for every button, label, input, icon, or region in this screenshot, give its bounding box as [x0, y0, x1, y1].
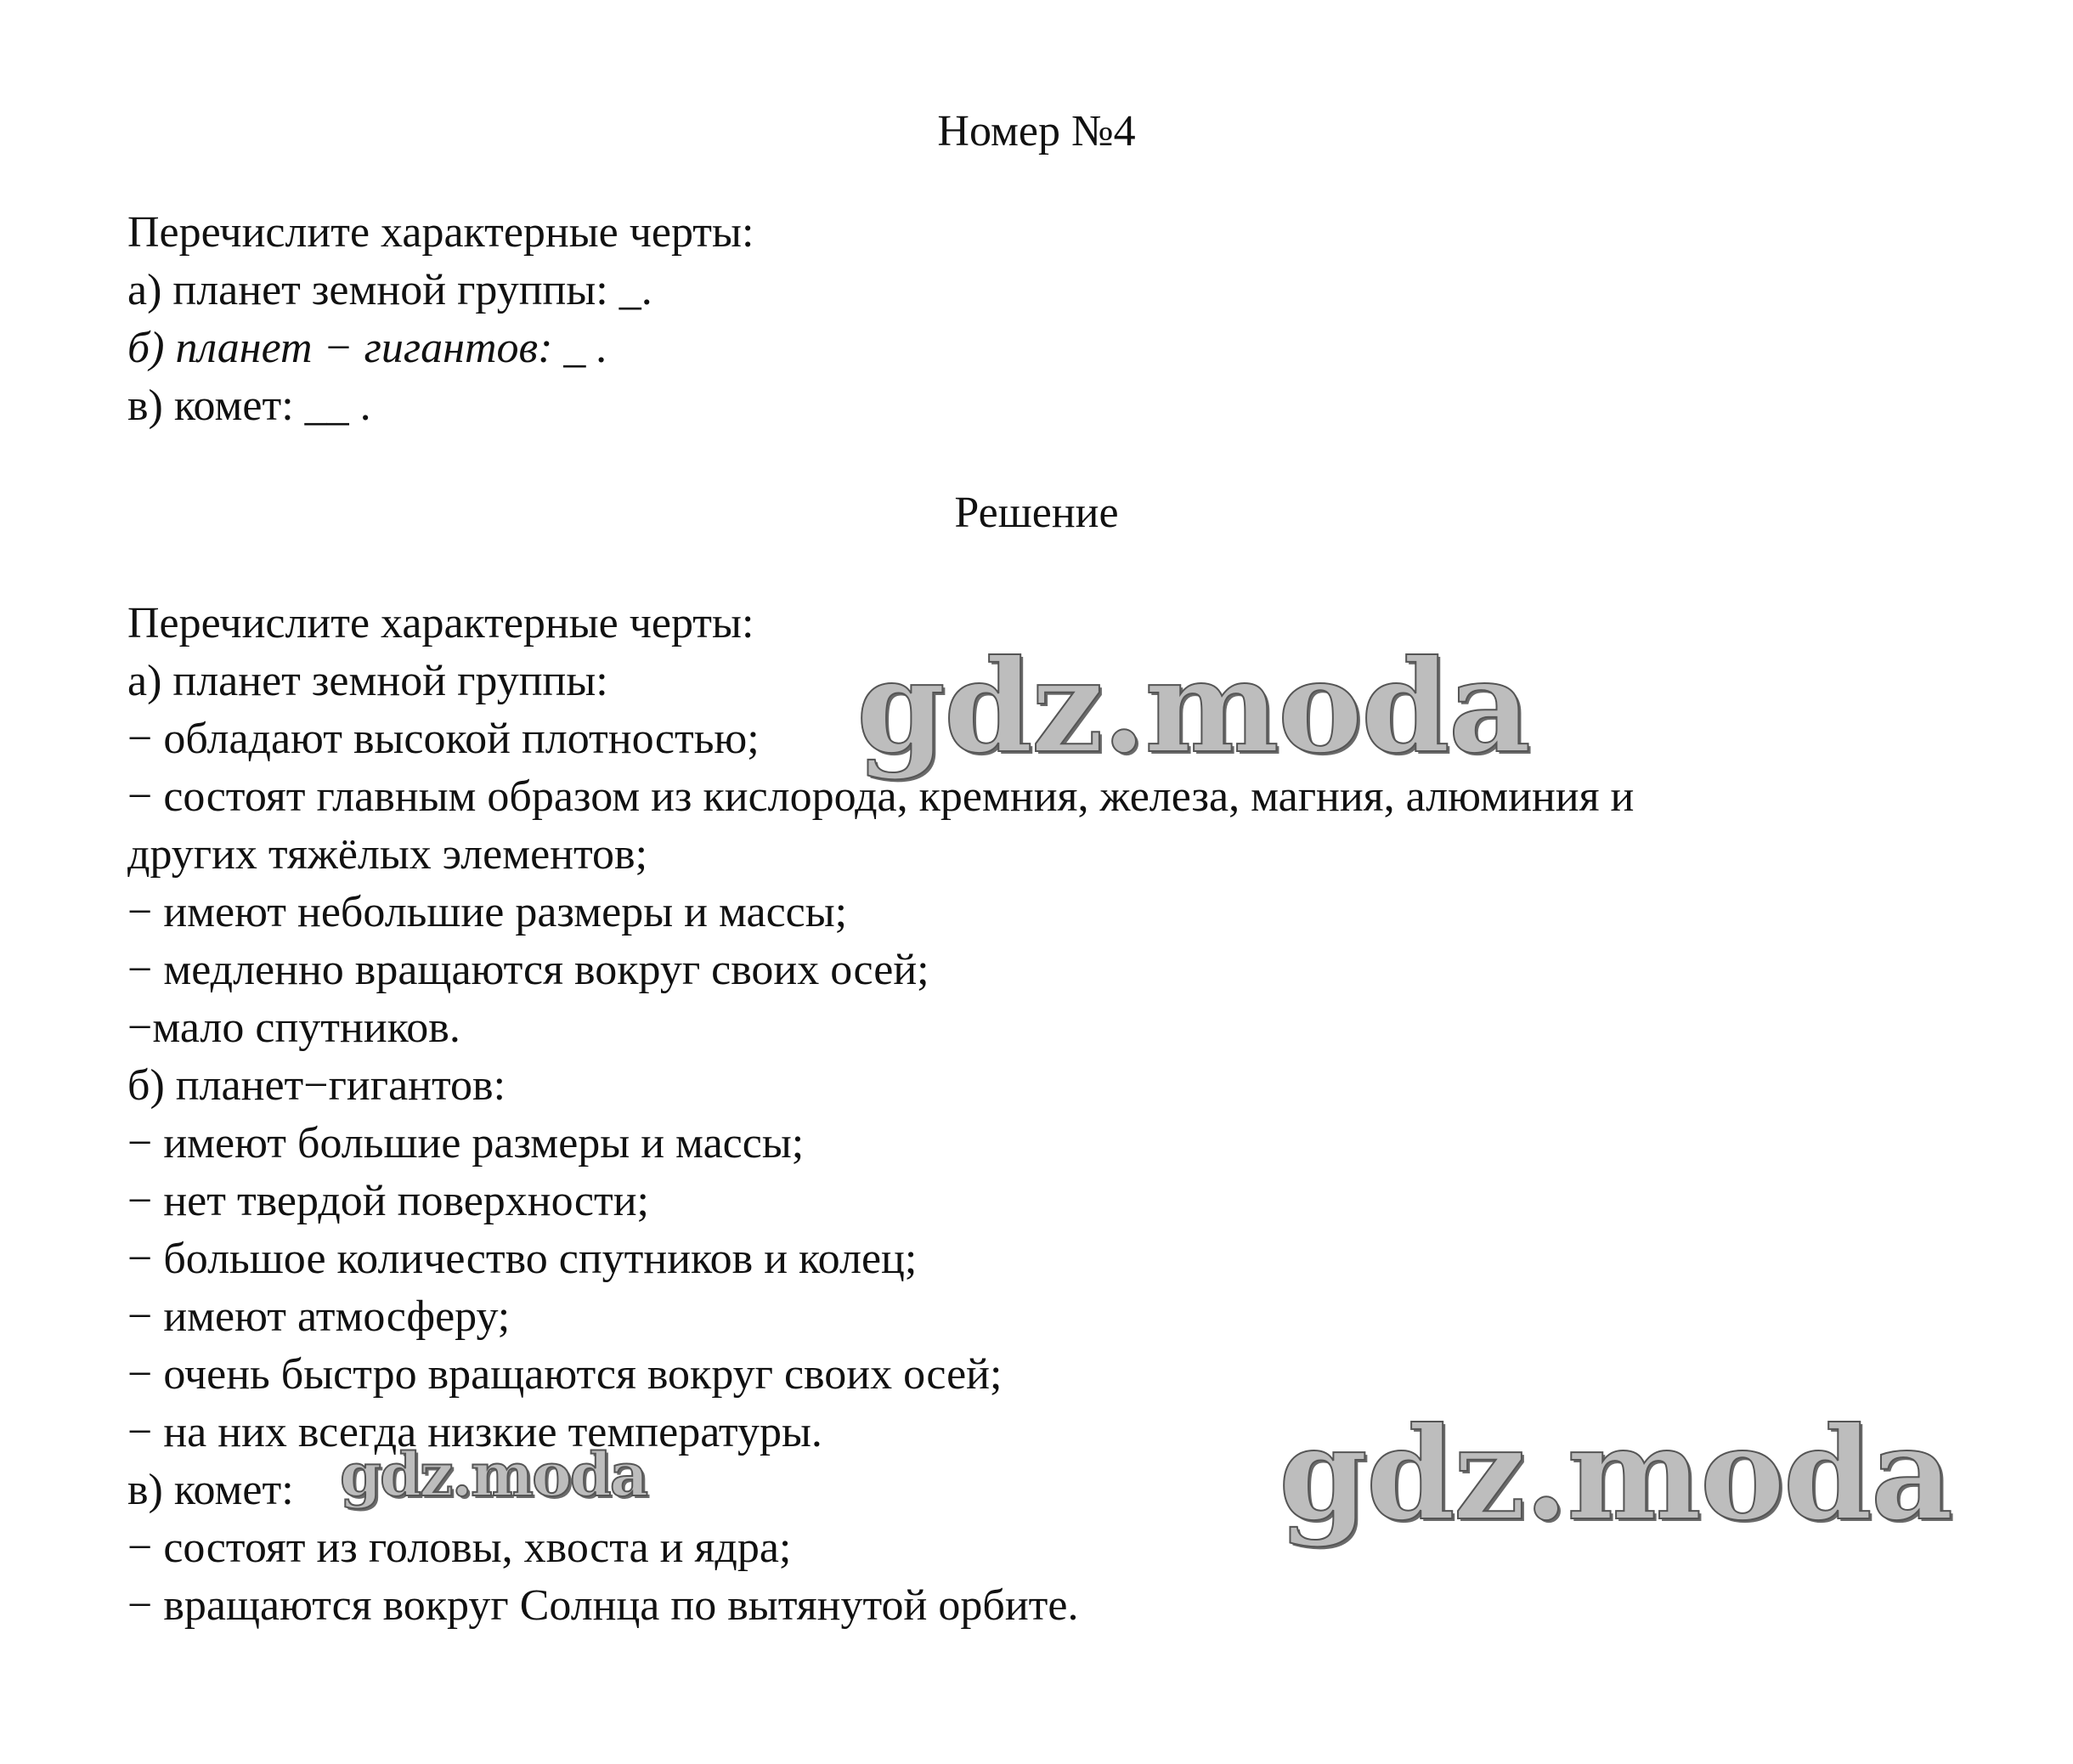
answer-line: − медленно вращаются вокруг своих осей;: [127, 946, 929, 994]
answer-line: − большое количество спутников и колец;: [127, 1235, 918, 1283]
answer-line: − имеют небольшие размеры и массы;: [127, 888, 848, 936]
answer-line: − имеют атмосферу;: [127, 1292, 511, 1341]
task-line: в) комет: __ .: [127, 382, 371, 430]
answer-line: Перечислите характерные черты:: [127, 599, 754, 647]
answer-line: а) планет земной группы:: [127, 657, 608, 705]
answer-line: − имеют большие размеры и массы;: [127, 1119, 805, 1168]
answer-line: − очень быстро вращаются вокруг своих осей;: [127, 1350, 1003, 1399]
answer-line: − состоят главным образом из кислорода, кремния, железа, магния, алюминия и: [127, 772, 1635, 821]
answer-line: − вращаются вокруг Солнца по вытянутой орбите.: [127, 1581, 1079, 1630]
answer-line: − нет твердой поверхности;: [127, 1177, 649, 1225]
page-title: Номер №4: [937, 107, 1136, 155]
task-line: Перечислите характерные черты:: [127, 208, 754, 257]
answer-line: в) комет:: [127, 1466, 294, 1514]
answer-line: − на них всегда низкие температуры.: [127, 1408, 822, 1456]
task-text: [127, 204, 1954, 435]
task-line: а) планет земной группы: _.: [127, 266, 652, 314]
watermark-logo: gdz.moda: [856, 632, 1530, 782]
answer-line: других тяжёлых элементов;: [127, 830, 648, 879]
solution-heading: Решение: [954, 489, 1119, 537]
answer-line: − обладают высокой плотностью;: [127, 715, 760, 763]
answer-line: − состоят из головы, хвоста и ядра;: [127, 1524, 792, 1572]
watermark-logo: gdz.moda: [340, 1439, 647, 1510]
task-line: б) планет − гигантов: _ .: [127, 324, 608, 372]
answer-line: −мало спутников.: [127, 1004, 460, 1052]
watermark-logo: gdz.moda: [1279, 1399, 1952, 1549]
answer-line: б) планет−гигантов:: [127, 1061, 506, 1110]
